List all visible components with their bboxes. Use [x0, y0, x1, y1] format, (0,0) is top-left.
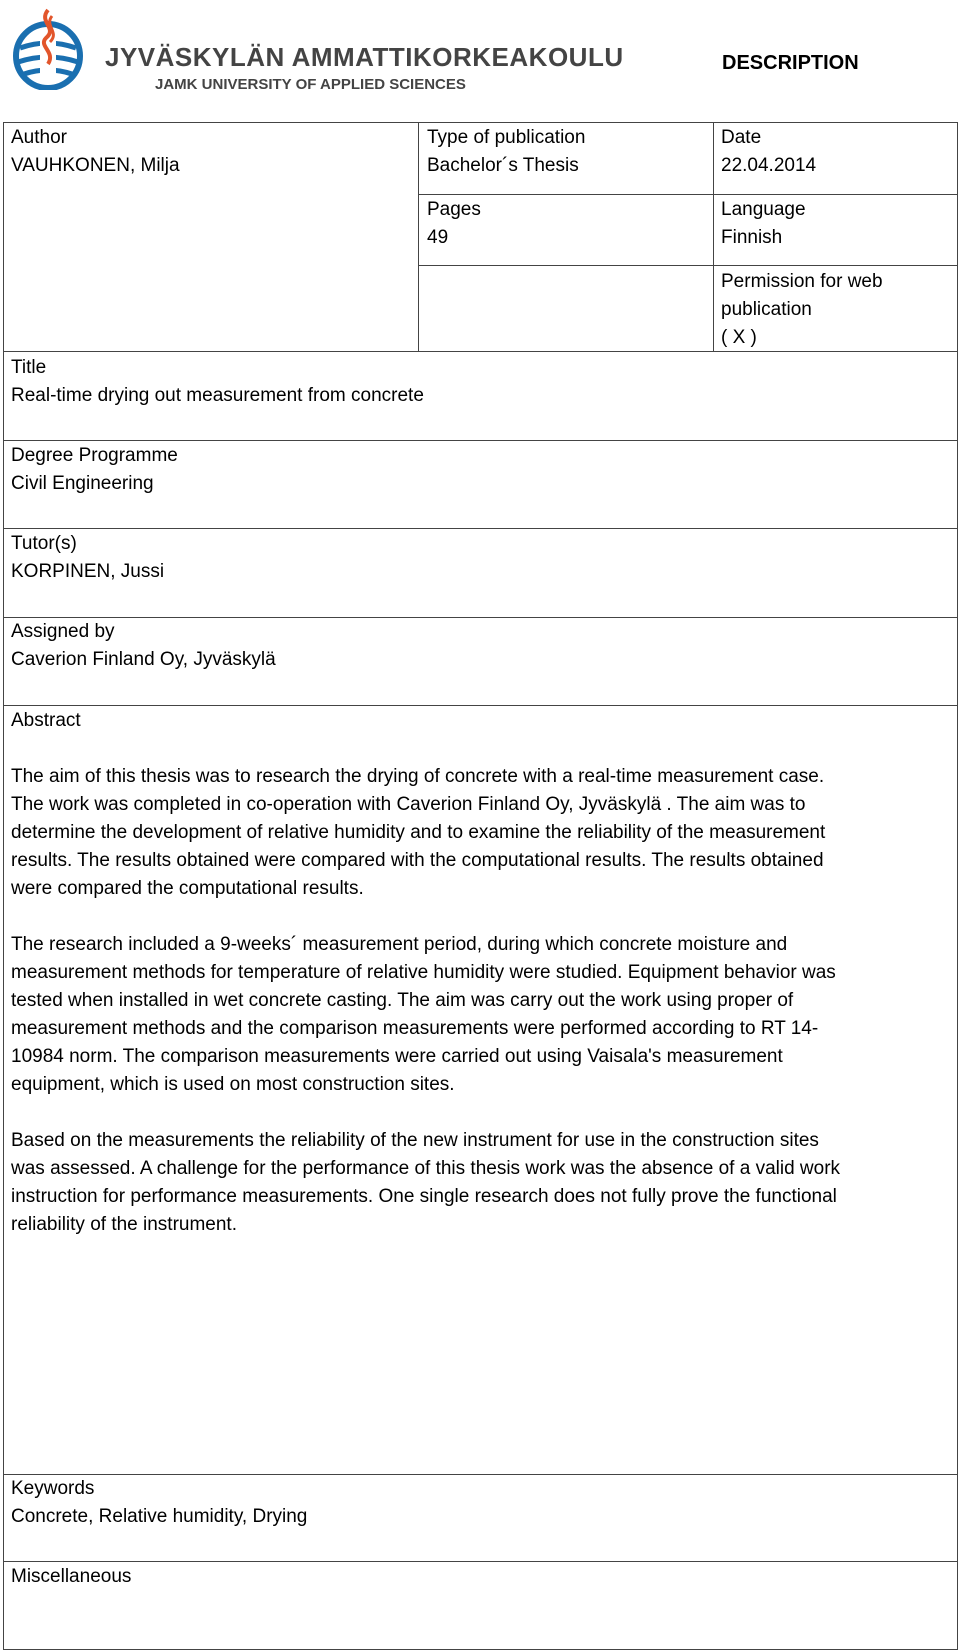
tutor-label: Tutor(s)	[11, 533, 77, 554]
miscellaneous-cell	[11, 1563, 131, 1591]
university-logo-icon	[10, 8, 92, 90]
abstract-paragraph-1	[11, 763, 951, 903]
document-type-heading: DESCRIPTION	[722, 52, 859, 74]
assigned-by-cell	[11, 618, 276, 674]
pages-value: 49	[427, 227, 449, 248]
abstract-line: results. The results obtained were compared with the computational results. The results obtained	[11, 850, 824, 871]
author-value: VAUHKONEN, Milja	[11, 155, 180, 176]
keywords-cell	[11, 1475, 307, 1531]
abstract-line: equipment, which is used on most construction sites.	[11, 1074, 455, 1095]
abstract-line: The work was completed in co-operation with Caverion Finland Oy, Jyväskylä . The aim was to	[11, 794, 806, 815]
abstract-body	[11, 763, 951, 1267]
title-cell	[11, 354, 424, 410]
date-label: Date	[721, 127, 762, 148]
publication-type-value: Bachelor´s Thesis	[427, 155, 579, 176]
language-label: Language	[721, 199, 806, 220]
abstract-line: Based on the measurements the reliability of the new instrument for use in the construction sites	[11, 1130, 819, 1151]
web-permission-mark: ( X )	[721, 327, 757, 348]
abstract-line: The research included a 9-weeks´ measurement period, during which concrete moisture and	[11, 934, 788, 955]
publication-type-label: Type of publication	[427, 127, 586, 148]
assigned-by-value: Caverion Finland Oy, Jyväskylä	[11, 649, 276, 670]
abstract-line: measurement methods and the comparison measurements were performed according to RT 14-	[11, 1018, 819, 1039]
abstract-cell	[11, 707, 81, 735]
language-value: Finnish	[721, 227, 783, 248]
web-permission-cell	[721, 268, 883, 352]
publication-type-cell	[427, 124, 585, 180]
author-cell	[11, 124, 180, 180]
abstract-line: determine the development of relative humidity and to examine the reliability of the measurement	[11, 822, 826, 843]
tutor-value: KORPINEN, Jussi	[11, 561, 165, 582]
abstract-line: 10984 norm. The comparison measurements were carried out using Vaisala's measurement	[11, 1046, 783, 1067]
abstract-line: were compared the computational results.	[11, 878, 364, 899]
pages-label: Pages	[427, 199, 481, 220]
abstract-line: tested when installed in wet concrete casting. The aim was carry out the work using proper of	[11, 990, 794, 1011]
language-cell	[721, 196, 806, 252]
title-label: Title	[11, 357, 47, 378]
abstract-paragraph-2	[11, 931, 951, 1099]
abstract-line: was assessed. A challenge for the performance of this thesis work was the absence of a valid work	[11, 1158, 841, 1179]
abstract-label: Abstract	[11, 710, 81, 731]
degree-programme-label: Degree Programme	[11, 445, 178, 466]
date-value: 22.04.2014	[721, 155, 817, 176]
web-permission-label-2: publication	[721, 299, 812, 320]
university-subtitle: JAMK UNIVERSITY OF APPLIED SCIENCES	[155, 76, 466, 93]
author-label: Author	[11, 127, 67, 148]
university-name: JYVÄSKYLÄN AMMATTIKORKEAKOULU	[105, 42, 624, 72]
abstract-line: reliability of the instrument.	[11, 1214, 237, 1235]
abstract-line: instruction for performance measurements. One single research does not fully prove the functional	[11, 1186, 837, 1207]
abstract-line: measurement methods for temperature of relative humidity were studied. Equipment behavior was	[11, 962, 836, 983]
tutor-cell	[11, 530, 164, 586]
degree-programme-value: Civil Engineering	[11, 473, 154, 494]
degree-programme-cell	[11, 442, 178, 498]
title-value: Real-time drying out measurement from concrete	[11, 385, 424, 406]
web-permission-label-1: Permission for web	[721, 271, 883, 292]
keywords-label: Keywords	[11, 1478, 95, 1499]
abstract-paragraph-3	[11, 1127, 951, 1239]
pages-cell	[427, 196, 481, 252]
date-cell	[721, 124, 816, 180]
miscellaneous-label: Miscellaneous	[11, 1566, 132, 1587]
assigned-by-label: Assigned by	[11, 621, 115, 642]
keywords-value: Concrete, Relative humidity, Drying	[11, 1506, 308, 1527]
abstract-line: The aim of this thesis was to research the drying of concrete with a real-time measurement case.	[11, 766, 825, 787]
